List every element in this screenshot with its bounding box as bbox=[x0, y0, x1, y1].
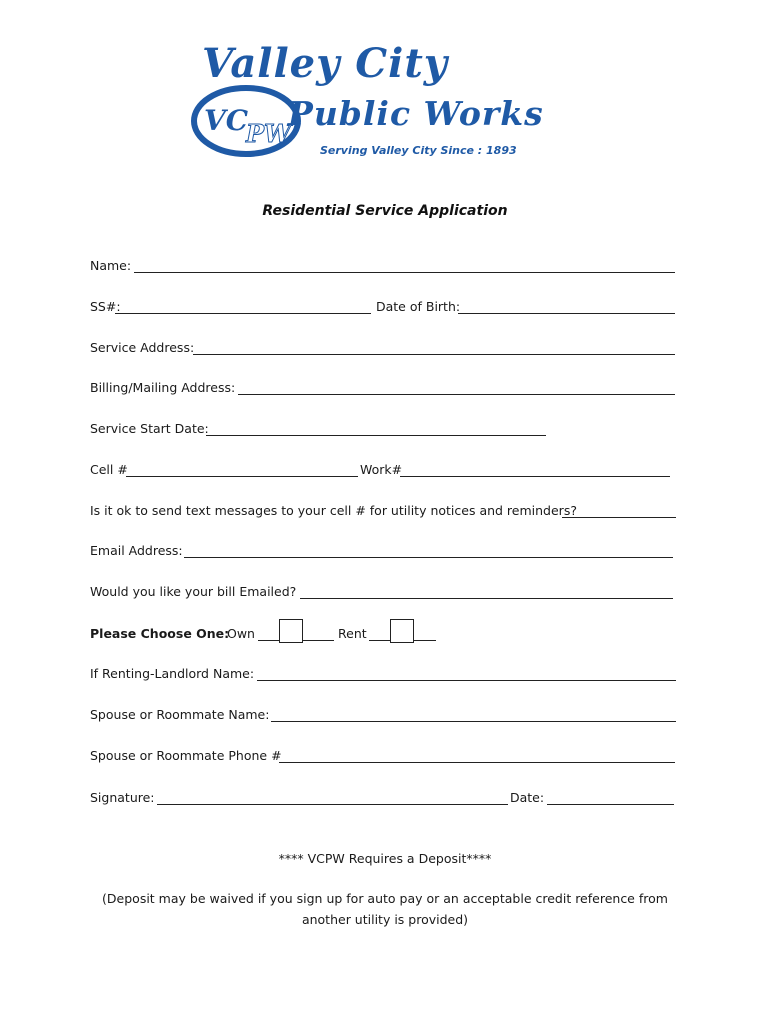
landlord-row bbox=[90, 666, 680, 686]
bill-emailed-field[interactable] bbox=[300, 584, 673, 599]
billing-address-field[interactable] bbox=[238, 380, 675, 395]
start-date-row bbox=[90, 421, 680, 441]
start-date-label: Service Start Date: bbox=[90, 421, 209, 436]
ss-dob-row bbox=[90, 299, 680, 319]
text-ok-field[interactable] bbox=[562, 503, 676, 518]
own-checkbox[interactable] bbox=[279, 619, 303, 643]
service-address-label: Service Address: bbox=[90, 340, 195, 355]
form-title: Residential Service Application bbox=[262, 203, 508, 219]
bill-emailed-label: Would you like your bill Emailed? bbox=[90, 584, 297, 599]
email-row bbox=[90, 543, 680, 563]
spouse-phone-row bbox=[90, 748, 680, 768]
work-field[interactable] bbox=[400, 462, 670, 477]
ss-label: SS#: bbox=[90, 299, 121, 314]
text-ok-row bbox=[90, 503, 680, 523]
phone-row bbox=[90, 462, 680, 482]
choose-row bbox=[90, 626, 680, 646]
name-label: Name: bbox=[90, 258, 132, 273]
deposit-note-line1: (Deposit may be waived if you sign up for auto pay or an acceptable credit reference from bbox=[102, 891, 668, 906]
date-field[interactable] bbox=[547, 790, 674, 805]
landlord-label: If Renting-Landlord Name: bbox=[90, 666, 255, 681]
dob-field[interactable] bbox=[458, 299, 675, 314]
logo-tagline: Serving Valley City Since : 1893 bbox=[320, 144, 517, 157]
deposit-note-line2: another utility is provided) bbox=[301, 912, 469, 927]
own-label: Own bbox=[227, 626, 255, 641]
signature-row bbox=[90, 790, 680, 810]
logo-title-line1: Valley City bbox=[202, 40, 449, 87]
vcpw-badge-icon bbox=[190, 82, 302, 160]
email-label: Email Address: bbox=[90, 543, 183, 558]
spouse-name-label: Spouse or Roommate Name: bbox=[90, 707, 270, 722]
bill-emailed-row bbox=[90, 584, 680, 604]
email-field[interactable] bbox=[184, 543, 673, 558]
service-address-field[interactable] bbox=[193, 340, 675, 355]
start-date-field[interactable] bbox=[206, 421, 546, 436]
signature-field[interactable] bbox=[157, 790, 508, 805]
name-field[interactable] bbox=[134, 258, 675, 273]
svg-text:VC: VC bbox=[204, 104, 249, 137]
dob-label: Date of Birth: bbox=[376, 299, 461, 314]
date-label: Date: bbox=[510, 790, 545, 805]
service-address-row bbox=[90, 340, 680, 360]
logo-title-line2: Public Works bbox=[288, 94, 544, 133]
ss-field[interactable] bbox=[115, 299, 371, 314]
choose-label: Please Choose One: bbox=[90, 626, 230, 641]
rent-checkbox[interactable] bbox=[390, 619, 414, 643]
billing-address-row bbox=[90, 380, 680, 400]
spouse-phone-field[interactable] bbox=[279, 748, 675, 763]
landlord-field[interactable] bbox=[257, 666, 676, 681]
rent-label: Rent bbox=[338, 626, 367, 641]
svg-text:PW: PW bbox=[246, 119, 291, 148]
vcpw-logo bbox=[190, 38, 544, 166]
name-row bbox=[90, 258, 680, 278]
text-ok-label: Is it ok to send text messages to your cell # for utility notices and reminders? bbox=[90, 503, 577, 518]
work-label: Work# bbox=[360, 462, 403, 477]
deposit-notice: **** VCPW Requires a Deposit**** bbox=[278, 851, 492, 866]
spouse-phone-label: Spouse or Roommate Phone # bbox=[90, 748, 282, 763]
spouse-name-field[interactable] bbox=[271, 707, 676, 722]
cell-field[interactable] bbox=[126, 462, 358, 477]
cell-label: Cell # bbox=[90, 462, 128, 477]
spouse-name-row bbox=[90, 707, 680, 727]
signature-label: Signature: bbox=[90, 790, 155, 805]
billing-address-label: Billing/Mailing Address: bbox=[90, 380, 236, 395]
